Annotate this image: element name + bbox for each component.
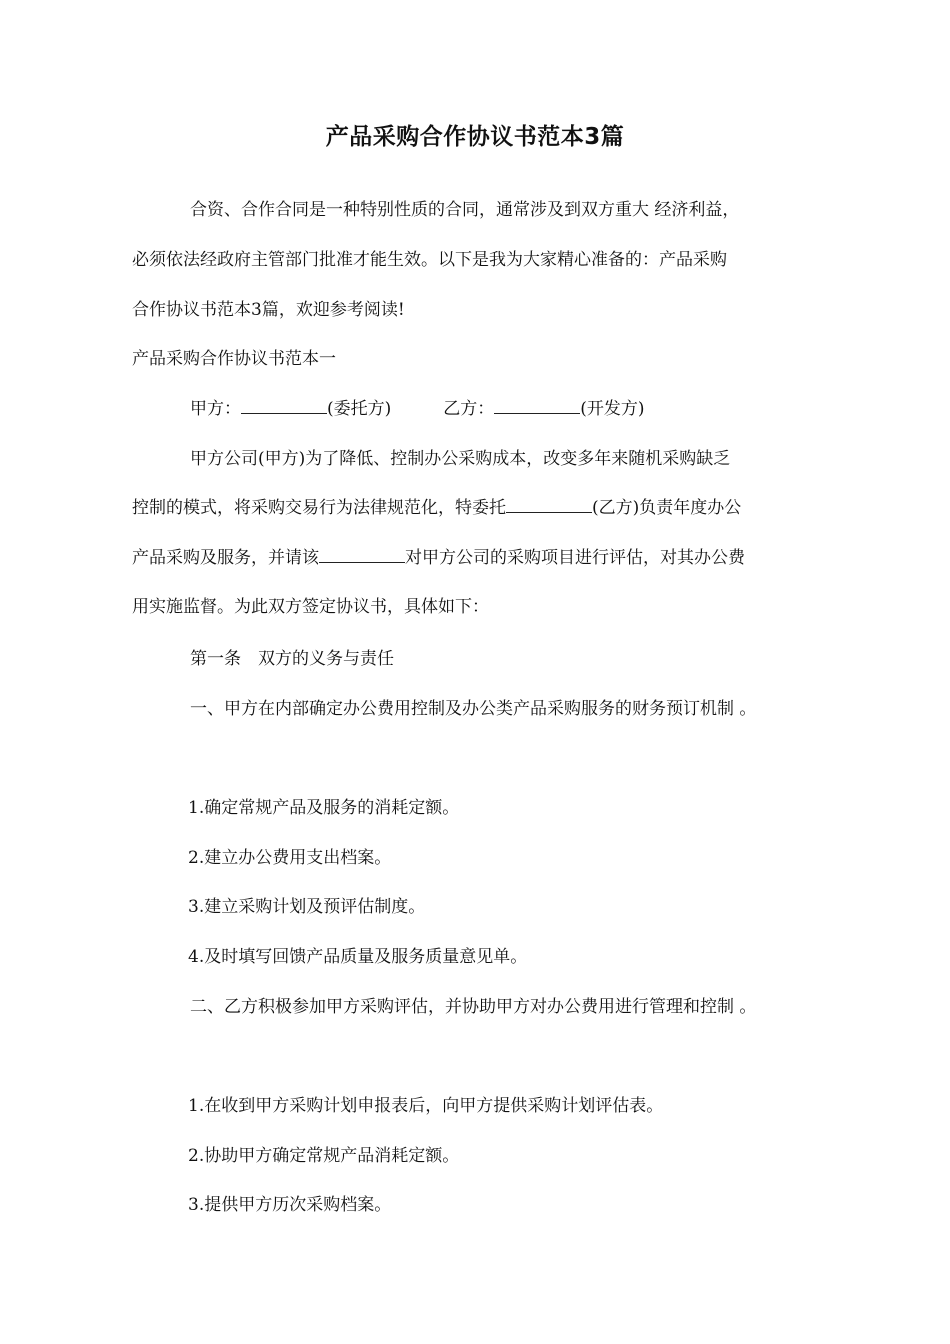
clause-1-item: 4.及时填写回馈产品质量及服务质量意见单。 bbox=[188, 947, 528, 967]
preamble-line-1: 甲方公司(甲方)为了降低、控制办公采购成本，改变多年来随机采购缺乏 bbox=[190, 449, 731, 469]
clause-1-item: 1.确定常规产品及服务的消耗定额。 bbox=[188, 798, 460, 818]
section-heading: 产品采购合作协议书范本一 bbox=[132, 349, 336, 369]
intro-line-3: 合作协议书范本3篇，欢迎参考阅读! bbox=[132, 300, 405, 320]
clause-2-item: 1.在收到甲方采购计划申报表后，向甲方提供采购计划评估表。 bbox=[188, 1096, 664, 1116]
intro-line-2: 必须依法经政府主管部门批准才能生效。以下是我为大家精心准备的：产品采购 bbox=[132, 250, 727, 270]
party-b-label: 乙方： bbox=[443, 399, 495, 419]
preamble-line-4: 用实施监督。为此双方签定协议书，具体如下： bbox=[132, 597, 489, 617]
preamble-line-3b: 对甲方公司的采购项目进行评估，对其办公费 bbox=[405, 548, 745, 568]
clause-1-item: 2.建立办公费用支出档案。 bbox=[188, 848, 392, 868]
preamble-line-2a: 控制的模式，将采购交易行为法律规范化，特委托 bbox=[132, 498, 506, 518]
clause-1-item: 3.建立采购计划及预评估制度。 bbox=[188, 897, 426, 917]
article-1-heading: 第一条 双方的义务与责任 bbox=[190, 649, 394, 669]
party-b-blank bbox=[494, 397, 580, 414]
clause-2: 二、乙方积极参加甲方采购评估，并协助甲方对办公费用进行管理和控制 。 bbox=[190, 997, 757, 1017]
clause-1: 一、甲方在内部确定办公费用控制及办公类产品采购服务的财务预订机制 。 bbox=[190, 699, 757, 719]
clause-2-item: 3.提供甲方历次采购档案。 bbox=[188, 1195, 392, 1215]
preamble-line-2 bbox=[132, 496, 741, 520]
agent-blank-2 bbox=[319, 546, 405, 563]
preamble-line-3 bbox=[132, 546, 745, 570]
party-a-blank bbox=[241, 397, 327, 414]
document-title: 产品采购合作协议书范本3篇 bbox=[325, 124, 625, 150]
party-a-label: 甲方： bbox=[190, 399, 241, 419]
agent-blank-1 bbox=[506, 496, 592, 513]
intro-line-1: 合资、合作合同是一种特别性质的合同，通常涉及到双方重大 经济利益， bbox=[190, 200, 740, 220]
party-a-role: (委托方) bbox=[327, 399, 392, 419]
preamble-line-2b: (乙方)负责年度办公 bbox=[592, 498, 742, 518]
parties-line bbox=[190, 397, 645, 421]
clause-2-item: 2.协助甲方确定常规产品消耗定额。 bbox=[188, 1146, 460, 1166]
preamble-line-3a: 产品采购及服务，并请该 bbox=[132, 548, 319, 568]
party-b-role: (开发方) bbox=[580, 399, 645, 419]
